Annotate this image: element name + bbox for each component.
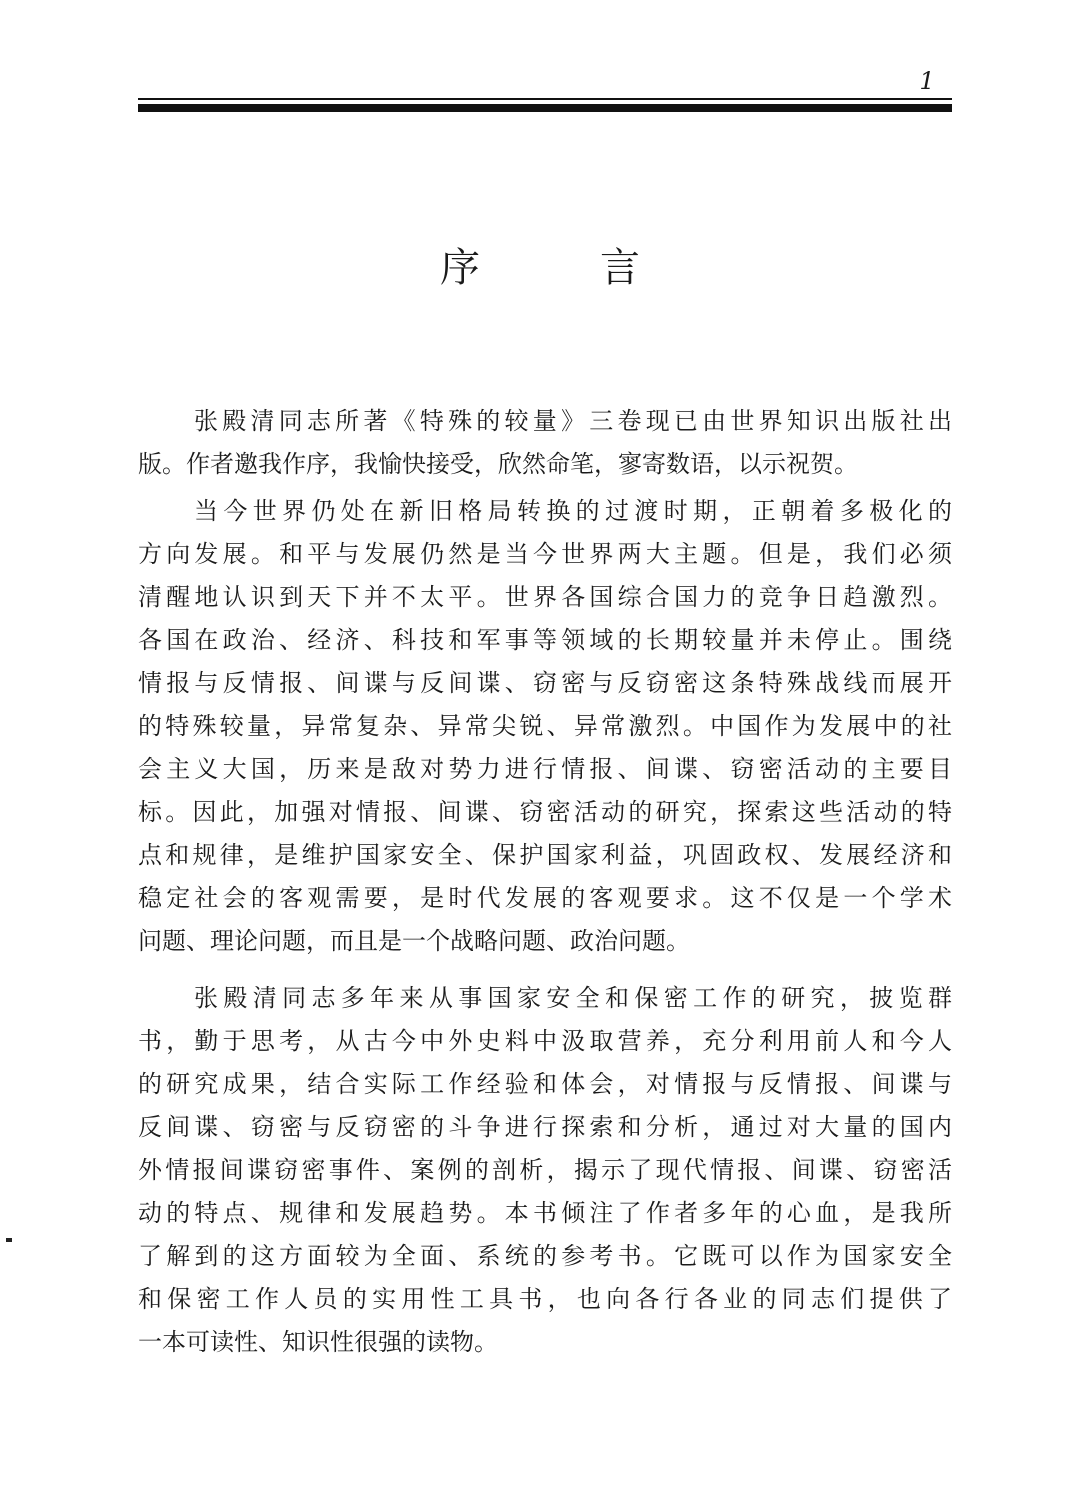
paragraph-2 xyxy=(138,490,952,963)
text-line: 动的特点、规律和发展趋势。本书倾注了作者多年的心血，是我所 xyxy=(138,1199,952,1227)
header-rule-thick xyxy=(138,104,952,112)
text-line: 会主义大国，历来是敌对势力进行情报、间谍、窃密活动的主要目 xyxy=(138,755,952,783)
text-line: 清醒地认识到天下并不太平。世界各国综合国力的竞争日趋激烈。 xyxy=(138,583,952,611)
text-line: 一本可读性、知识性很强的读物。 xyxy=(138,1328,498,1356)
text-line: 张殿清同志所著《特殊的较量》三卷现已由世界知识出版社出 xyxy=(194,407,952,435)
text-line: 反间谍、窃密与反窃密的斗争进行探索和分析，通过对大量的国内 xyxy=(138,1113,952,1141)
text-line: 的研究成果，结合实际工作经验和体会，对情报与反情报、间谍与 xyxy=(138,1070,952,1098)
text-line: 标。因此，加强对情报、间谍、窃密活动的研究，探索这些活动的特 xyxy=(138,798,952,826)
header-rule-thin xyxy=(138,98,952,100)
text-line: 当今世界仍处在新旧格局转换的过渡时期，正朝着多极化的 xyxy=(194,497,952,525)
paragraph-3 xyxy=(138,977,952,1364)
text-line: 稳定社会的客观需要，是时代发展的客观要求。这不仅是一个学术 xyxy=(138,884,952,912)
text-line: 张殿清同志多年来从事国家安全和保密工作的研究，披览群 xyxy=(194,984,952,1012)
text-line: 各国在政治、经济、科技和军事等领域的长期较量并未停止。围绕 xyxy=(138,626,952,654)
title-char-1: 序 xyxy=(440,245,480,291)
text-line: 书，勤于思考，从古今中外史料中汲取营养，充分利用前人和今人 xyxy=(138,1027,952,1055)
text-line: 的特殊较量，异常复杂、异常尖锐、异常激烈。中国作为发展中的社 xyxy=(138,712,952,740)
text-line: 外情报间谍窃密事件、案例的剖析，揭示了现代情报、间谍、窃密活 xyxy=(138,1156,952,1184)
text-line: 方向发展。和平与发展仍然是当今世界两大主题。但是，我们必须 xyxy=(138,540,952,568)
text-line: 情报与反情报、间谍与反间谍、窃密与反窃密这条特殊战线而展开 xyxy=(138,669,952,697)
text-line: 点和规律，是维护国家安全、保护国家利益，巩固政权、发展经济和 xyxy=(138,841,952,869)
scan-margin-mark xyxy=(6,1238,12,1242)
page-number: 1 xyxy=(919,67,935,95)
text-line: 版。作者邀我作序，我愉快接受，欣然命笔，寥寄数语，以示祝贺。 xyxy=(138,450,858,478)
text-line: 了解到的这方面较为全面、系统的参考书。它既可以作为国家安全 xyxy=(138,1242,952,1270)
paragraph-1 xyxy=(138,400,952,486)
title-char-2: 言 xyxy=(600,245,640,291)
text-line: 和保密工作人员的实用性工具书，也向各行各业的同志们提供了 xyxy=(138,1285,952,1313)
text-line: 问题、理论问题，而且是一个战略问题、政治问题。 xyxy=(138,927,690,955)
page-title xyxy=(440,238,640,298)
